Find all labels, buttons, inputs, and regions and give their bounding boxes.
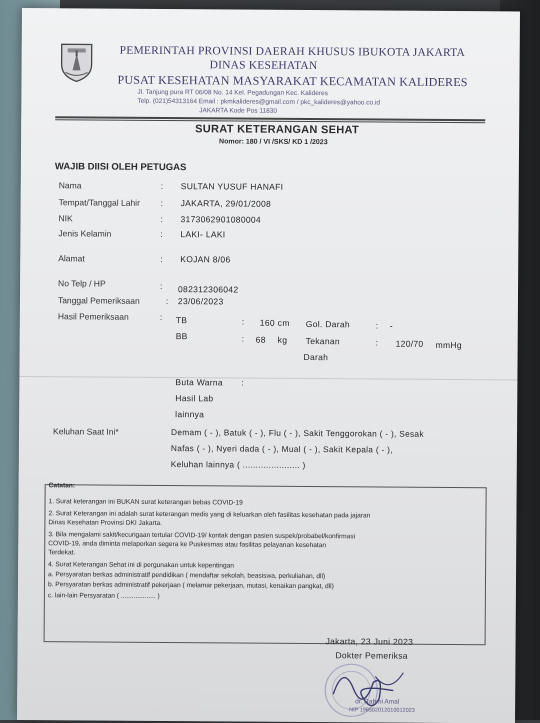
header-address-1: Jl. Tanjung pura RT 06/08 No. 14 Kel. Pegadungan Kec. Kalideres <box>137 88 328 98</box>
alamat-value: KOJAN 8/06 <box>180 254 231 265</box>
section-heading: WAJIB DIISI OLEH PETUGAS <box>54 161 187 174</box>
signature-title: Dokter Pemeriksa <box>335 650 408 661</box>
golongan-darah-label: Gol. Darah <box>305 318 350 330</box>
telp-label: No Telp / HP <box>58 278 106 289</box>
note-1: 1. Surat keterangan ini BUKAN surat keterangan bebas COVID-19 <box>48 498 243 507</box>
note-3b: COVID-19, anda diminta melaporkan segera ke Puskesmas atau fasilitas pelayanan kesehatan <box>48 540 327 550</box>
colon: : <box>160 280 163 291</box>
colon: : <box>241 316 245 327</box>
note-3c: Terdekat. <box>48 549 76 557</box>
health-certificate-document <box>17 8 520 723</box>
note-3a: 3. Bila mengalami sakit/kecurigaan tertular COVID-19/ kontak dengan pasien suspek/probabel/konfirmasi <box>48 531 356 541</box>
lainnya-label: lainnya <box>175 409 205 420</box>
bb-value: 68 <box>255 334 266 345</box>
note-4a: a. Persyaratan berkas administratif pendidikan ( mendaftar sekolah, beasiswa, perkuliahan, dll) <box>48 571 326 581</box>
keluhan-line-2: Nafas ( - ), Nyeri dada ( - ), Mual ( - ), Sakit Kepala ( - ), <box>170 443 393 455</box>
colon: : <box>159 311 163 322</box>
document-number: Nomor: 180 / VI /SKS/ KD 1 /2023 <box>219 138 328 147</box>
colon: : <box>241 377 244 388</box>
colon: : <box>375 320 379 331</box>
doctor-name: dr. Rahmi Amal <box>355 698 400 706</box>
tekanan-darah-label: Tekanan <box>305 335 340 347</box>
document-title: SURAT KETERANGAN SEHAT <box>195 123 360 137</box>
nama-value: SULTAN YUSUF HANAFI <box>180 181 284 192</box>
colon: : <box>160 253 163 264</box>
nik-label: NIK <box>58 213 73 224</box>
nik-value: 3173062901080004 <box>180 214 262 225</box>
colon: : <box>241 333 245 344</box>
header-line-1: PEMERINTAH PROVINSI DAERAH KHUSUS IBUKOTA JAKARTA <box>119 44 466 60</box>
bb-label: BB <box>175 331 188 342</box>
note-4: 4. Surat Keterangan Sehat ini di pergunakan untuk kepentingan <box>48 561 235 570</box>
tb-value: 160 <box>259 317 275 328</box>
hasil-pemeriksaan-label: Hasil Pemeriksaan <box>57 311 129 322</box>
notes-title: Catatan: <box>48 482 76 490</box>
note-4c: c. lain-lain Persyaratan ( ................... ) <box>47 592 160 600</box>
note-4b: b. Persyaratan berkas administratif pekerjaan ( melamar pekerjaan, mutasi, kenaikan pangkat, dll) <box>47 581 334 591</box>
tb-label: TB <box>175 315 188 326</box>
note-2a: 2. Surat Keterangan ini adalah surat keterangan medis yang di keluarkan oleh fasilitas kesehatan pada jajaran <box>48 510 371 520</box>
header-address-3: JAKARTA Kode Pos 11830 <box>199 107 278 115</box>
tekanan-darah-value: 120/70 <box>395 338 424 349</box>
ttl-label: Tempat/Tanggal Lahir <box>58 197 140 208</box>
colon: : <box>160 180 164 191</box>
ttl-value: JAKARTA, 29/01/2008 <box>180 198 272 209</box>
jenis-kelamin-value: LAKI- LAKI <box>180 229 226 240</box>
jenis-kelamin-label: Jenis Kelamin <box>58 228 112 239</box>
tanggal-pemeriksaan-label: Tanggal Pemeriksaan <box>57 295 140 306</box>
tanggal-pemeriksaan-value: 23/06/2023 <box>177 296 224 307</box>
colon: : <box>160 213 163 224</box>
tekanan-darah-label-2: Darah <box>303 351 329 363</box>
colon: : <box>160 197 164 208</box>
signature-date: Jakarta, 23 Juni 2023 <box>325 636 414 647</box>
keluhan-label: Keluhan Saat Ini* <box>53 426 119 437</box>
doctor-nip: NIP 198502012010012023 <box>349 707 415 714</box>
header-address-2: Telp. (021)54313164 Email : pkmkalideres@gmail.com / pkc_kalideres@yahoo.co.id <box>137 97 380 107</box>
nama-label: Nama <box>58 180 82 191</box>
colon: : <box>165 296 169 307</box>
tekanan-darah-unit: mmHg <box>435 339 462 351</box>
paper-fold <box>19 376 517 380</box>
dki-jakarta-emblem-icon <box>59 42 93 82</box>
header-line-2: DINAS KESEHATAN <box>209 59 318 73</box>
bb-unit: kg <box>277 334 288 345</box>
keluhan-line-3: Keluhan lainnya ( ...................... ) <box>170 459 306 470</box>
header-line-3: PUSAT KESEHATAN MASYARAKAT KECAMATAN KALIDERES <box>117 72 468 90</box>
telp-value: 082312306042 <box>178 284 239 295</box>
colon: : <box>160 228 163 239</box>
golongan-darah-value: - <box>389 320 393 331</box>
keluhan-line-1: Demam ( - ), Batuk ( - ), Flu ( - ), Sakit Tenggorokan ( - ), Sesak <box>171 427 424 439</box>
buta-warna-label: Buta Warna <box>175 377 224 388</box>
colon: : <box>375 337 379 348</box>
note-2b: Dinas Kesehatan Provinsi DKI Jakarta. <box>48 519 163 527</box>
hasil-lab-label: Hasil Lab <box>175 393 214 404</box>
alamat-label: Alamat <box>58 253 85 264</box>
tb-unit: cm <box>277 317 290 328</box>
